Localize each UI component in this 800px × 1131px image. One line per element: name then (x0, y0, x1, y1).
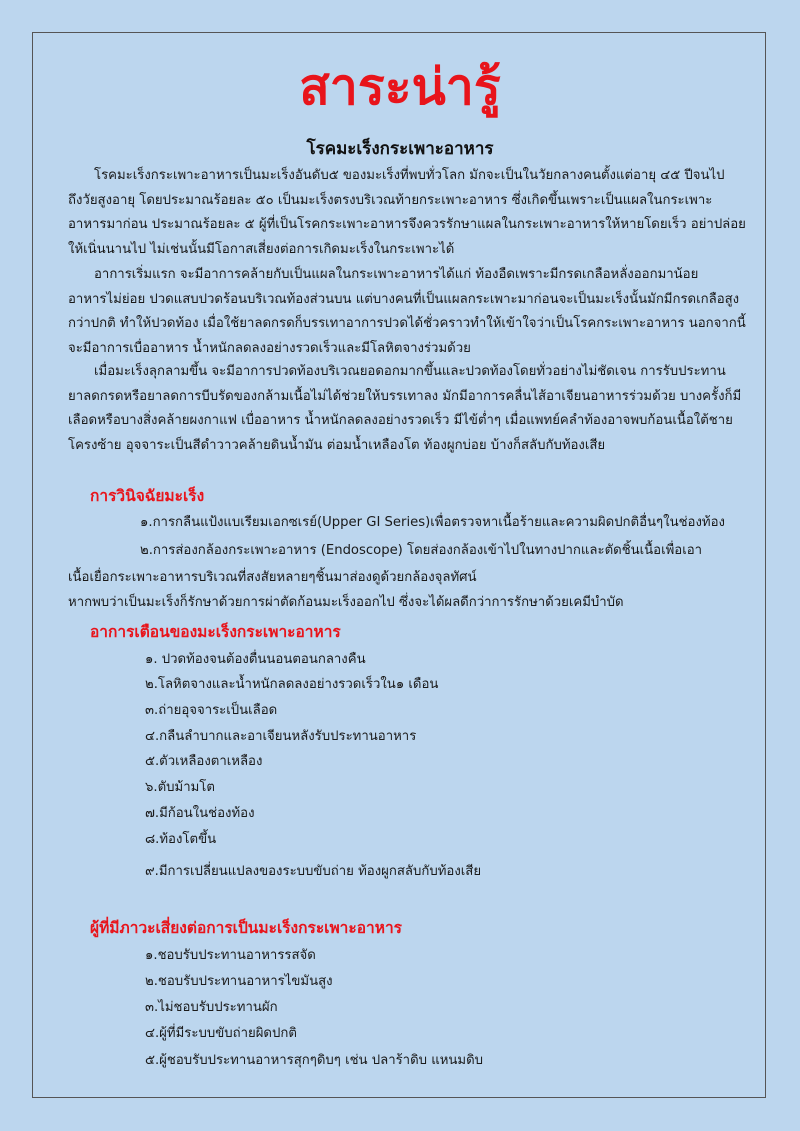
paragraph-line: โครงซ้าย อุจจาระเป็นสีดำวาวคล้ายดินน้ำมัน ต่อมน้ำเหลืองโต ท้องผูกบ่อย บ้างก็สลับกับท้องเสีย (68, 438, 606, 454)
paragraph-line: อาหารมาก่อน ประมาณร้อยละ ๕ ผู้ที่เป็นโรคกระเพาะอาหารจึงควรรักษาแผลในกระเพาะอาหารให้หายโดยเร็ว อย่าปล่อย (68, 217, 746, 233)
paragraph-line: โรคมะเร็งกระเพาะอาหารเป็นมะเร็งอันดับ๕ ของมะเร็งที่พบทั่วโลก มักจะเป็นในวัยกลางคนตั้งแต่อายุ ๔๕ ปีจนไป (94, 168, 725, 183)
warning-heading: อาการเตือนของมะเร็งกระเพาะอาหาร (90, 623, 341, 641)
risk-item: ๕.ผู้ชอบรับประทานอาหารสุกๆดิบๆ เช่น ปลาร้าดิบ แหนมดิบ (145, 1053, 484, 1068)
paragraph-line: ยาลดกรดหรือยาลดการบีบรัดของกล้ามเนื้อไม่ได้ช่วยให้บรรเทาลง มักมีอาการคลื่นไส้อาเจียนอาหารร่วมด้วย บางครั้งก็มี (68, 388, 742, 404)
paragraph-intro (68, 164, 746, 263)
paragraph-advanced-symptoms (68, 360, 742, 459)
paragraph-early-symptoms (68, 263, 746, 362)
paragraph-line: จะมีอาการเบื่ออาหาร น้ำหนักลดลงอย่างรวดเร็วและมีโลหิตจางร่วมด้วย (68, 341, 471, 357)
warning-item: ๑. ปวดท้องจนต้องตื่นนอนตอนกลางคืน (145, 652, 366, 667)
paragraph-line: กว่าปกติ ทำให้ปวดท้อง เมื่อใช้ยาลดกรดก็บรรเทาอาการปวดได้ชั่วคราวทำให้เข้าใจว่าเป็นโรคกระเพาะอาหาร นอกจากนี้ (68, 316, 746, 332)
diagnosis-line: ๒.การส่องกล้องกระเพาะอาหาร (Endoscope) โดยส่องกล้องเข้าไปในทางปากและตัดชิ้นเนื้อเพื่อเอา (140, 543, 703, 558)
diagnosis-heading: การวินิจฉัยมะเร็ง (90, 487, 205, 505)
risk-item: ๒.ชอบรับประทานอาหารไขมันสูง (145, 974, 333, 989)
warning-item: ๔.กลืนลำบากและอาเจียนหลังรับประทานอาหาร (145, 729, 417, 744)
page-title: สาระน่ารู้ (299, 58, 501, 116)
warning-item: ๒.โลหิตจางและน้ำหนักลดลงอย่างรวดเร็วใน๑ เดือน (145, 677, 439, 692)
diagnosis-line: ๑.การกลืนแป้งแบเรียมเอกซเรย์(Upper GI Series)เพื่อตรวจหาเนื้อร้ายและความผิดปกติอื่นๆในช่องท้อง (140, 515, 725, 530)
risk-item: ๔.ผู้ที่มีระบบขับถ่ายผิดปกติ (145, 1026, 297, 1041)
diagnosis-line: หากพบว่าเป็นมะเร็งก็รักษาด้วยการผ่าตัดก้อนมะเร็งออกไป ซึ่งจะได้ผลดีกว่าการรักษาด้วยเคมีบำบัด (68, 595, 624, 610)
paragraph-line: ถึงวัยสูงอายุ โดยประมาณร้อยละ ๕๐ เป็นมะเร็งตรงบริเวณท้ายกระเพาะอาหาร ซึ่งเกิดขึ้นเพราะเป็นแผลในกระเพาะ (68, 192, 713, 208)
warning-item: ๖.ตับม้ามโต (145, 780, 215, 795)
warning-item: ๘.ท้องโตขึ้น (145, 832, 217, 847)
warning-item: ๙.มีการเปลี่ยนแปลงของระบบขับถ่าย ท้องผูกสลับกับท้องเสีย (145, 864, 482, 879)
risk-item: ๑.ชอบรับประทานอาหารรสจัด (145, 948, 316, 963)
diagnosis-line: เนื้อเยื่อกระเพาะอาหารบริเวณที่สงสัยหลายๆชิ้นมาส่องดูด้วยกล้องจุลทัศน์ (68, 570, 477, 585)
paragraph-line: ให้เนิ่นนานไป ไม่เช่นนั้นมีโอกาสเสี่ยงต่อการเกิดมะเร็งในกระเพาะได้ (68, 242, 455, 258)
paragraph-line: เลือดหรือบางสิ่งคล้ายผงกาแฟ เบื่ออาหาร น้ำหนักลดลงอย่างรวดเร็ว มีไข้ต่ำๆ เมื่อแพทย์คลำท้องอาจพบก้อนเนื้อใต้ชาย (68, 413, 733, 429)
warning-item: ๕.ตัวเหลืองตาเหลือง (145, 754, 263, 769)
article-subtitle: โรคมะเร็งกระเพาะอาหาร (306, 139, 494, 159)
paragraph-line: อาหารไม่ย่อย ปวดแสบปวดร้อนบริเวณท้องส่วนบน แต่บางคนที่เป็นแผลกระเพาะมาก่อนจะเป็นมะเร็งนั้นมักมีกรดเกลือสูง (68, 291, 740, 307)
risk-heading: ผู้ที่มีภาวะเสี่ยงต่อการเป็นมะเร็งกระเพาะอาหาร (90, 919, 402, 937)
paragraph-line: เมื่อมะเร็งลุกลามขึ้น จะมีอาการปวดท้องบริเวณยอดอกมากขึ้นและปวดท้องโดยทั่วอย่างไม่ชัดเจน การรับประทาน (94, 364, 726, 379)
paragraph-line: อาการเริ่มแรก จะมีอาการคล้ายกับเป็นแผลในกระเพาะอาหารได้แก่ ท้องอืดเพราะมีกรดเกลือหลั่งออกมาน้อย (94, 267, 699, 282)
risk-item: ๓.ไม่ชอบรับประทานผัก (145, 1000, 278, 1015)
warning-item: ๗.มีก้อนในช่องท้อง (145, 806, 255, 821)
warning-item: ๓.ถ่ายอุจจาระเป็นเลือด (145, 703, 278, 718)
